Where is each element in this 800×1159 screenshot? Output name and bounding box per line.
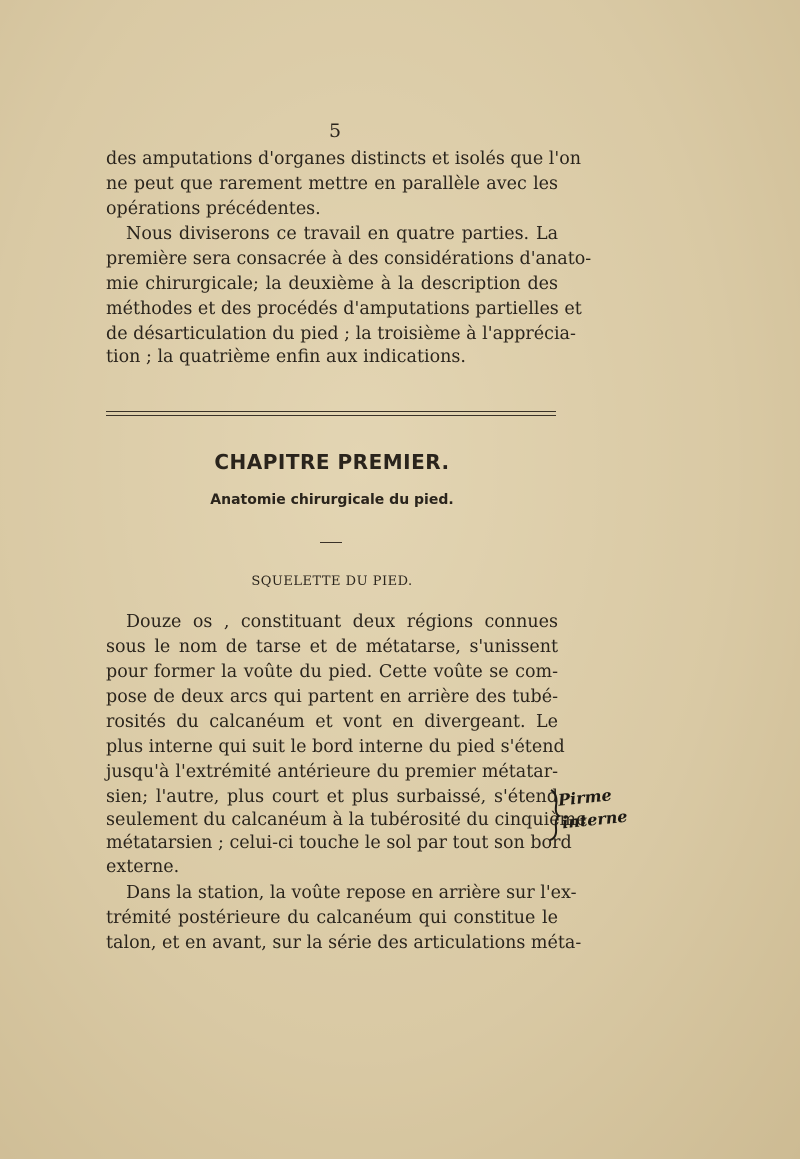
- chapter-subtitle: Anatomie chirurgicale du pied.: [210, 492, 454, 508]
- text-line: pour former la voûte du pied. Cette voûte se com-: [106, 662, 558, 682]
- text-line: talon, et en avant, sur la série des articulations méta-: [106, 933, 582, 953]
- text-line: rosités du calcanéum et vont en divergeant. Le: [106, 712, 558, 732]
- text-line: de désarticulation du pied ; la troisième à l'apprécia-: [106, 324, 576, 344]
- handwritten-note: interne: [561, 806, 629, 833]
- text-line: sous le nom de tarse et de métatarse, s'unissent: [106, 637, 558, 657]
- text-line: méthodes et des procédés d'amputations partielles et: [106, 299, 582, 319]
- text-line: seulement du calcanéum à la tubérosité du cinquième: [106, 810, 587, 830]
- page-number: 5: [328, 120, 342, 142]
- text-line: mie chirurgicale; la deuxième à la description des: [106, 274, 558, 294]
- text-line: trémité postérieure du calcanéum qui constitue le: [106, 908, 558, 928]
- text-line: Douze os , constituant deux régions connues: [126, 612, 558, 632]
- text-line: opérations précédentes.: [106, 199, 321, 219]
- section-divider: [106, 411, 556, 412]
- text-line: tion ; la quatrième enfin aux indications.: [106, 347, 466, 367]
- text-line: plus interne qui suit le bord interne du pied s'étend: [106, 737, 565, 757]
- text-line: Dans la station, la voûte repose en arrière sur l'ex-: [126, 883, 577, 903]
- text-line: externe.: [106, 857, 180, 877]
- short-divider: [320, 542, 342, 543]
- section-heading: SQUELETTE DU PIED.: [251, 574, 413, 589]
- text-line: ne peut que rarement mettre en parallèle avec les: [106, 174, 558, 194]
- handwritten-note: Pirme: [557, 785, 613, 810]
- chapter-title: CHAPITRE PREMIER.: [214, 450, 450, 474]
- text-line: Nous diviserons ce travail en quatre parties. La: [126, 224, 558, 244]
- text-line: jusqu'à l'extrémité antérieure du premier métatar-: [106, 762, 558, 782]
- text-line: des amputations d'organes distincts et isolés que l'on: [106, 149, 581, 169]
- text-line: sien; l'autre, plus court et plus surbaissé, s'étend: [106, 787, 558, 807]
- section-divider: [106, 415, 556, 416]
- text-line: métatarsien ; celui-ci touche le sol par tout son bord: [106, 833, 572, 853]
- text-line: première sera consacrée à des considérations d'anato-: [106, 249, 592, 269]
- text-line: pose de deux arcs qui partent en arrière des tubé-: [106, 687, 558, 707]
